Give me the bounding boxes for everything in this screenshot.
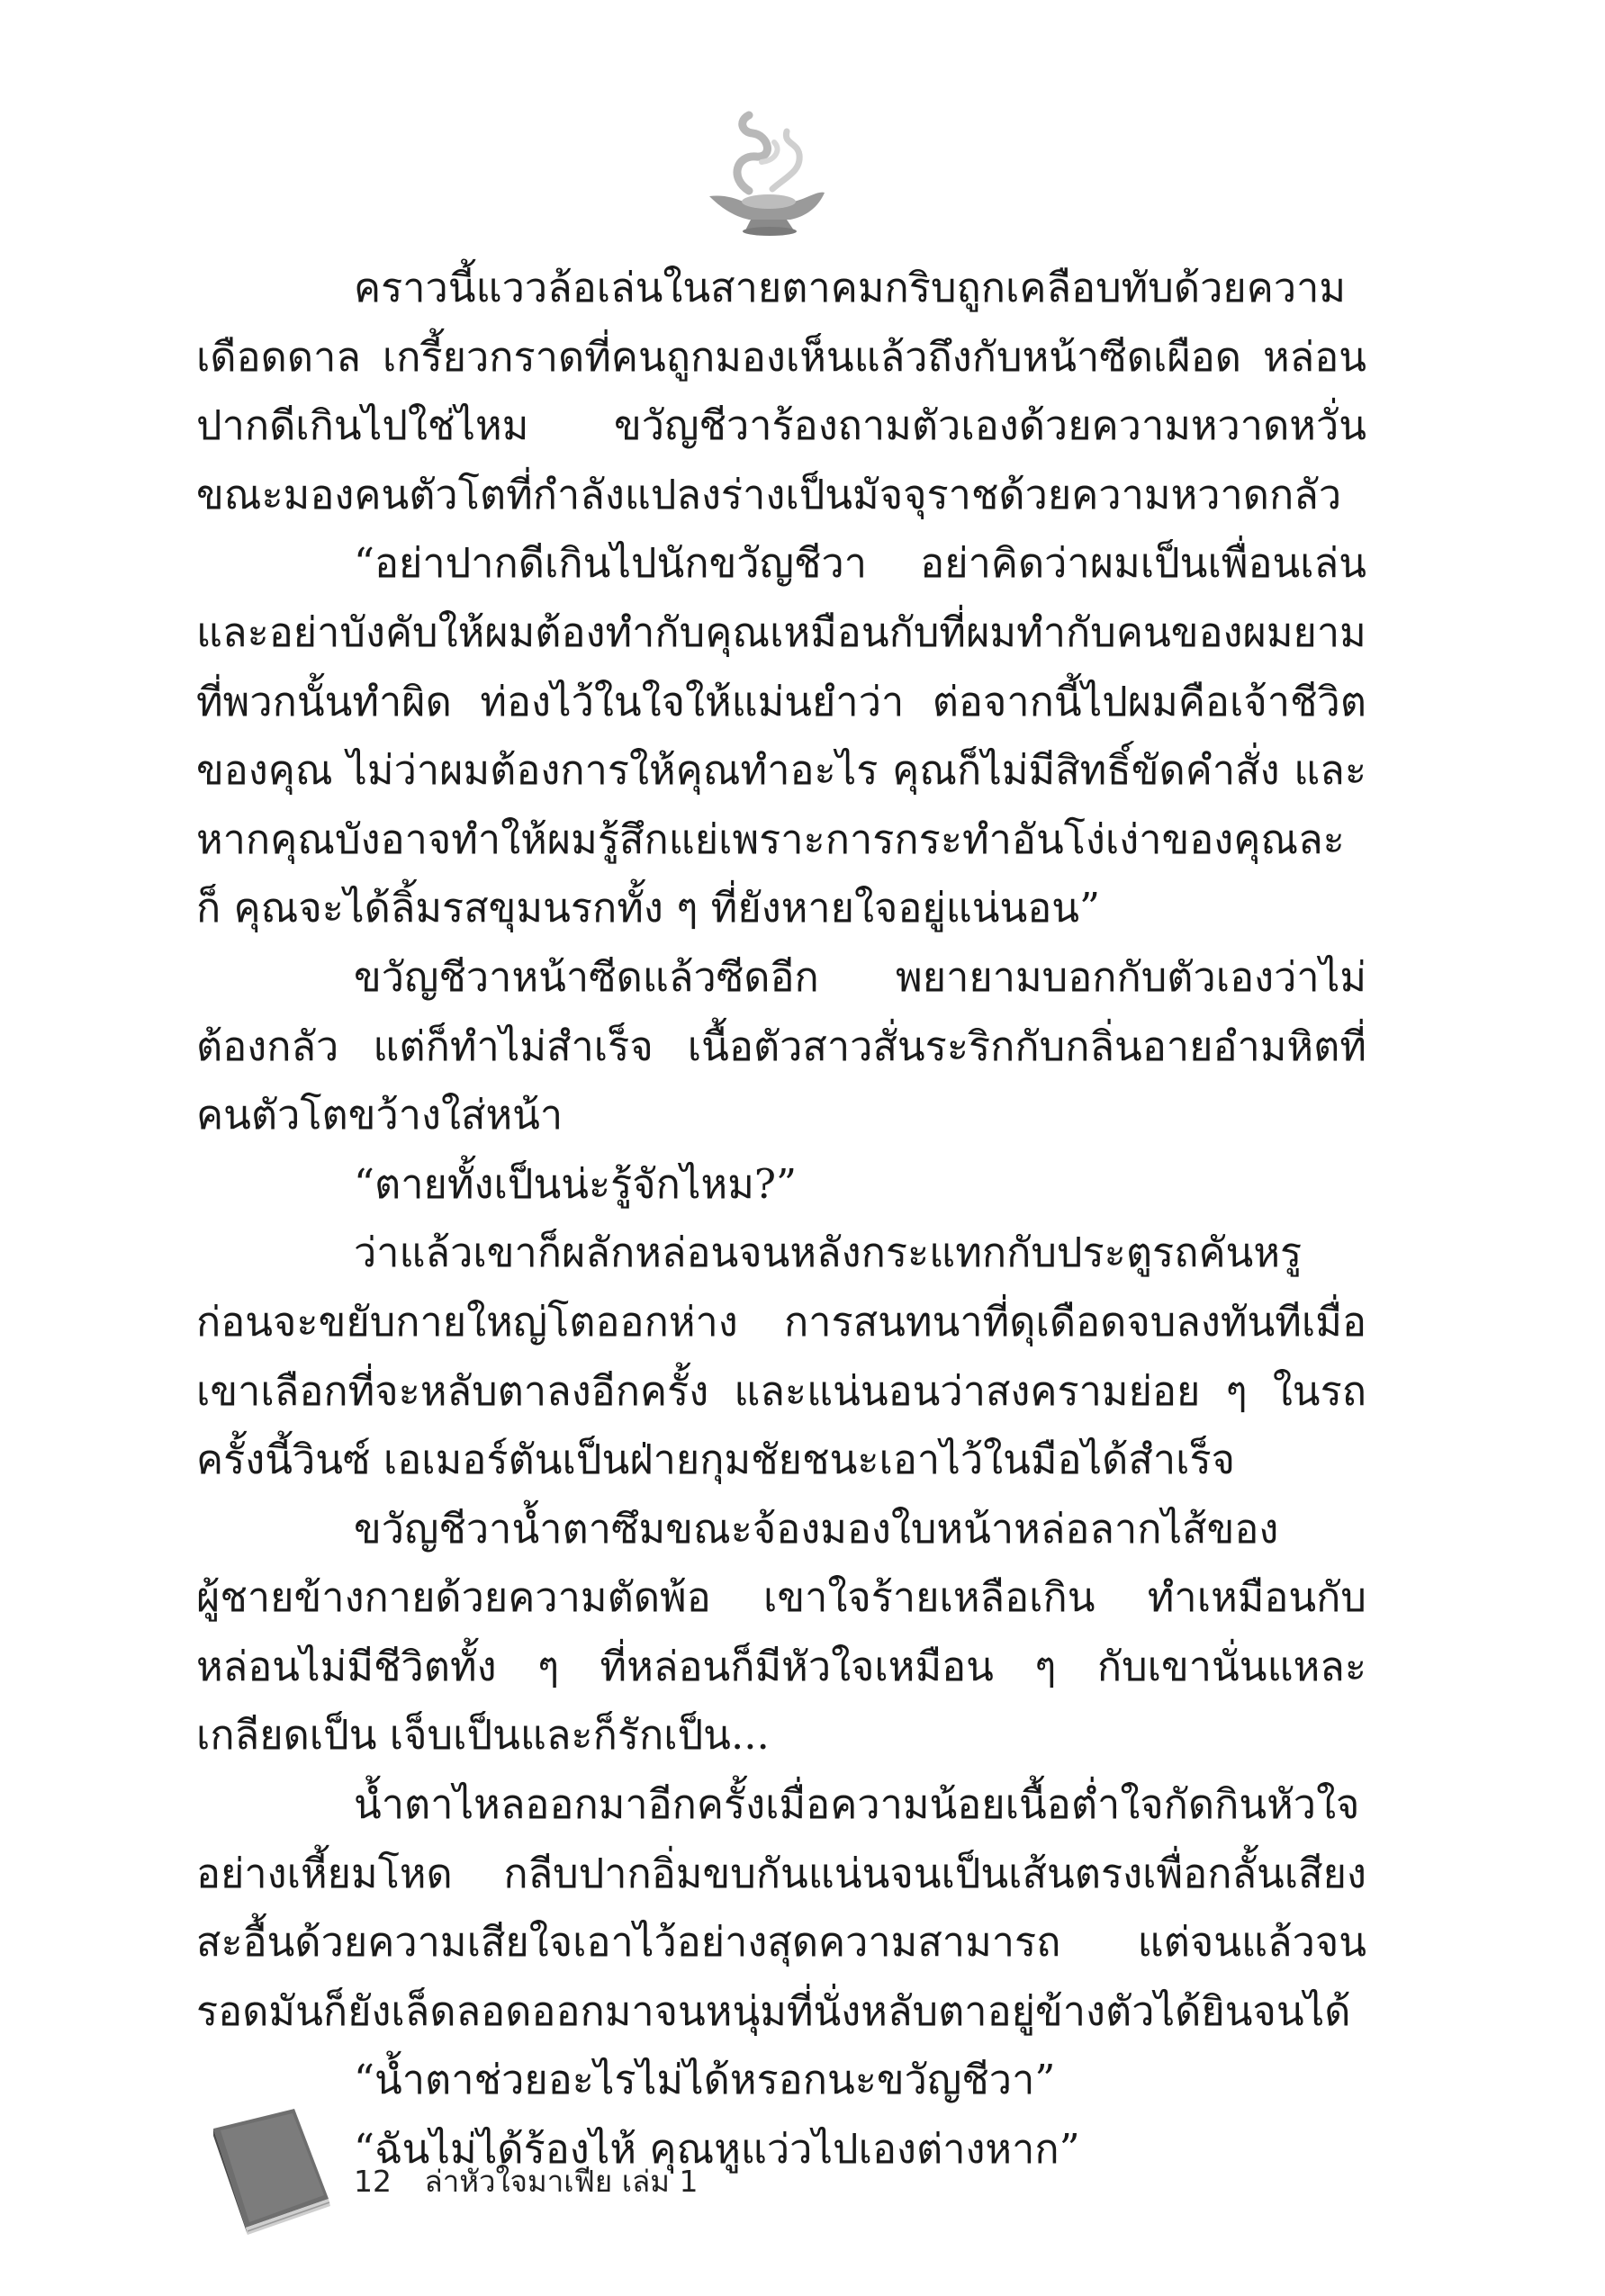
footer-text bbox=[354, 2157, 698, 2205]
genie-lamp-icon bbox=[693, 108, 837, 243]
paragraph: “อย่าปากดีเกินไปนักขวัญชีวา อย่าคิดว่าผมเป็นเพื่อนเล่น และอย่าบังคับให้ผมต้องทำกับคุณเหมือนกับที่ผมทำกับคนของผมยามที่พวกนั้นทำผิด ท่องไว้ในใจให้แม่นยำว่า ต่อจากนี้ไปผมคือเจ้าชีวิตของคุณ ไม่ว่าผมต้องการให้คุณทำอะไร คุณก็ไม่มีสิทธิ์ขัดคำสั่ง และหากคุณบังอาจทำให้ผมรู้สึกแย่เพราะการกระทำอันโง่เง่าของคุณละก็ คุณจะได้ลิ้มรสขุมนรกทั้ง ๆ ที่ยังหายใจอยู่แน่นอน” bbox=[196, 539, 1366, 932]
paragraph: น้ำตาไหลออกมาอีกครั้งเมื่อความน้อยเนื้อต่ำใจกัดกินหัวใจอย่างเหี้ยมโหด กลีบปากอิ่มขบกันแน่นจนเป็นเส้นตรงเพื่อกลั้นเสียงสะอื้นด้วยความเสียใจเอาไว้อย่างสุดความสามารถ แต่จนแล้วจนรอดมันก็ยังเล็ดลอดออกมาจนหนุ่มที่นั่งหลับตาอยู่ข้างตัวได้ยินจนได้ bbox=[196, 1780, 1366, 2035]
book-title: ล่าหัวใจมาเฟีย เล่ม 1 bbox=[424, 2164, 699, 2199]
paragraph: “ตายทั้งเป็นน่ะรู้จักไหม?” bbox=[354, 1159, 798, 1208]
paragraph: “ฉันไม่ได้ร้องไห้ คุณหูแว่วไปเองต่างหาก” bbox=[354, 2125, 1080, 2174]
paragraph: คราวนี้แววล้อเล่นในสายตาคมกริบถูกเคลือบทับด้วยความเดือดดาล เกรี้ยวกราดที่คนถูกมองเห็นแล้วถึงกับหน้าซีดเผือด หล่อนปากดีเกินไปใช่ไหม ขวัญชีวาร้องถามตัวเองด้วยความหวาดหวั่น ขณะมองคนตัวโตที่กำลังแปลงร่างเป็นมัจจุราชด้วยความหวาดกลัว bbox=[196, 264, 1366, 518]
paragraph: ขวัญชีวาหน้าซีดแล้วซีดอีก พยายามบอกกับตัวเองว่าไม่ต้องกลัว แต่ก็ทำไม่สำเร็จ เนื้อตัวสาวสั่นระริกกับกลิ่นอายอำมหิตที่คนตัวโตขว้างใส่หน้า bbox=[196, 952, 1366, 1139]
paragraph: “น้ำตาช่วยอะไรไม่ได้หรอกนะขวัญชีวา” bbox=[354, 2056, 1056, 2104]
paragraph: ขวัญชีวาน้ำตาซึมขณะจ้องมองใบหน้าหล่อลากไส้ของผู้ชายข้างกายด้วยความตัดพ้อ เขาใจร้ายเหลือเกิน ทำเหมือนกับหล่อนไม่มีชีวิตทั้ง ๆ ที่หล่อนก็มีหัวใจเหมือน ๆ กับเขานั่นแหละ เกลียดเป็น เจ็บเป็นและก็รักเป็น... bbox=[196, 1504, 1366, 1760]
book-icon bbox=[194, 2102, 338, 2237]
body-text bbox=[196, 254, 1366, 2184]
paragraph: ว่าแล้วเขาก็ผลักหล่อนจนหลังกระแทกกับประตูรถคันหรูก่อนจะขยับกายใหญ่โตออกห่าง การสนทนาที่ดุเดือดจบลงทันทีเมื่อเขาเลือกที่จะหลับตาลงอีกครั้ง และแน่นอนว่าสงครามย่อย ๆ ในรถครั้งนี้วินซ์ เอเมอร์ตันเป็นฝ่ายกุมชัยชนะเอาไว้ในมือได้สำเร็จ bbox=[196, 1229, 1366, 1484]
page-number: 12 bbox=[354, 2164, 392, 2199]
page-footer bbox=[194, 2102, 1004, 2237]
